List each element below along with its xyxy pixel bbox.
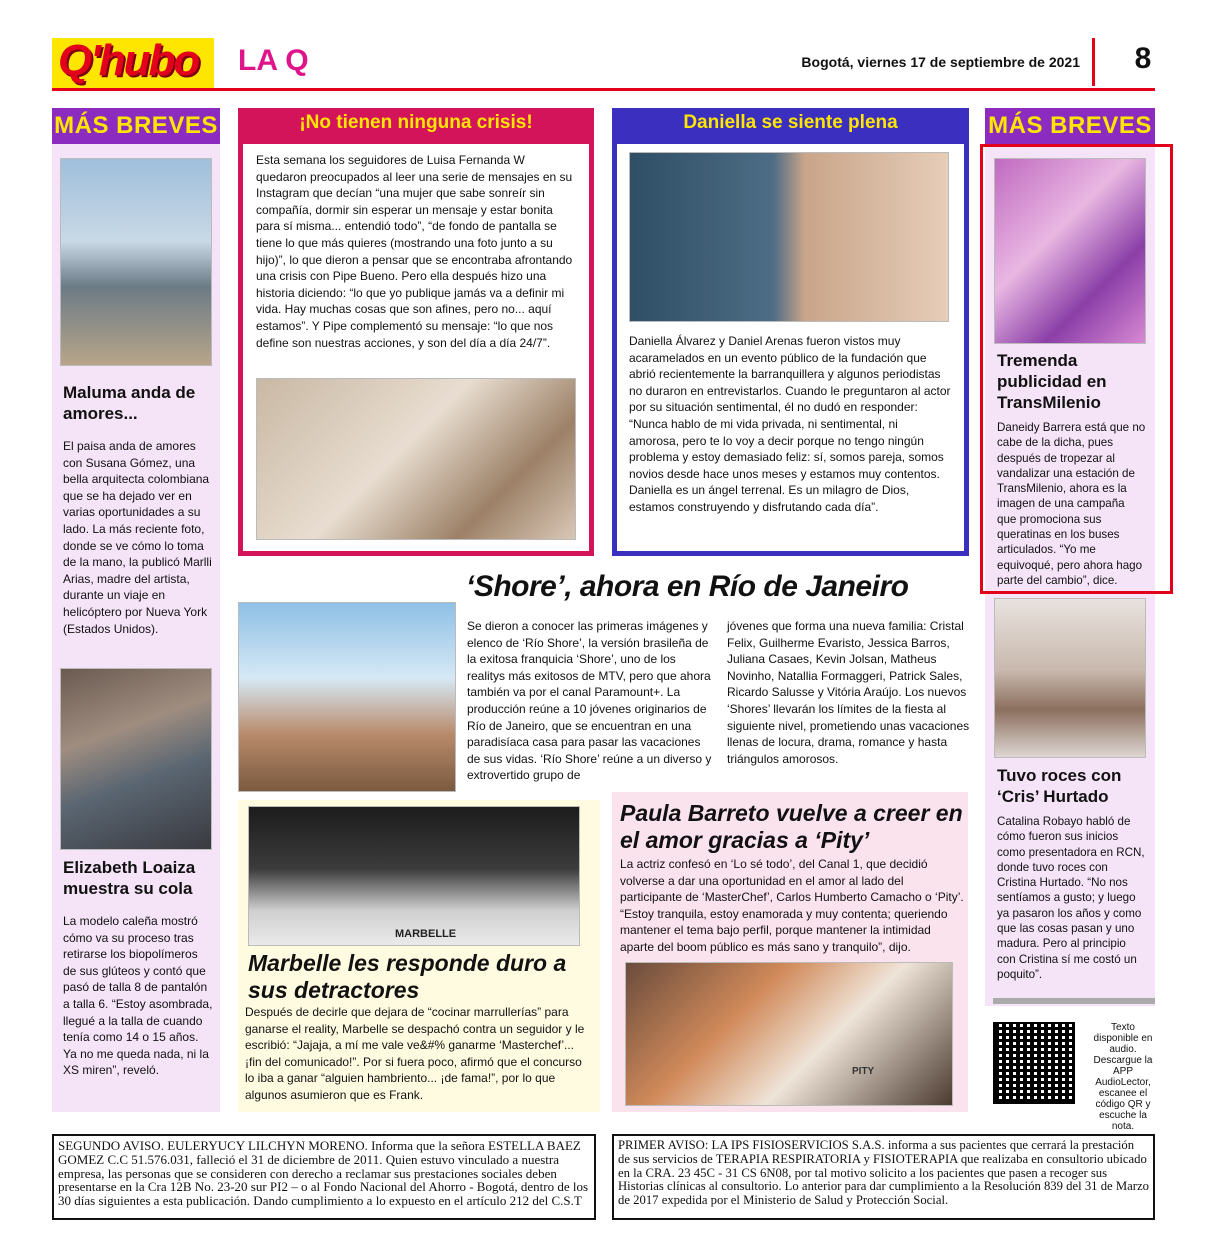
couple-photo	[256, 378, 576, 540]
daniella-body: Daniella Álvarez y Daniel Arenas fueron vistos muy acaramelados en un evento público de la fundación que abrió recientemente la barranquillera y algunos periodistas no duraron en entrevistarlos. Cuando le preguntaron al actor por su situación sentimental, él no dudó en responder: “Nunca hablo de mi vida privada, ni sentimental, ni amorosa, pero te lo voy a decir porque no tengo ningún problema y estoy demasiado feliz: sí, somos pareja, somos novios desde hace unos meses y estamos muy contentos. Daniella es un ángel terrenal. Es un milagro de Dios, estamos construyendo y disfrutando cada día”.	[629, 334, 951, 514]
right-column-rule	[993, 998, 1155, 1004]
marbelle-body: Después de decirle que dejara de “cocinar marrullerías” para ganarse el reality, Marbelle se despachó contra un seguidor y le escribió: “Jajaja, a mí me vale ve&#% ganarme ‘Masterchef’... ¡fin del comunicado!”. Por si fuera poco, afirmó que el concurso lo iba a ganar “alguien hambriento... ¡de fama!”, por lo que algunos asumieron que es Frank.	[245, 1005, 585, 1102]
header-rule	[52, 88, 1155, 91]
notice-segundo-aviso: SEGUNDO AVISO. EULERYUCY LILCHYN MORENO. Informa que la señora ESTELLA BAEZ GOMEZ C.C 51.576.031, falleció el 31 de diciembre de 2011. Quien estuvo vinculado a nuestra empresa, las personas que se consideren con derecho a reclamar sus prestaciones sociales deben presentarse en la Cra 12B No. 23-20 sur PI2 – o al Fondo Nacional del Ahorro - Bogotá, dentro de los 30 días siguientes a esta publicación. Dando cumplimiento a lo expuesto en el artículo 212 del C.S.T	[52, 1134, 596, 1220]
dateline: Bogotá, viernes 17 de septiembre de 2021	[801, 54, 1080, 70]
crisis-body: Esta semana los seguidores de Luisa Fernanda W quedaron preocupados al leer una serie de mensajes en su Instagram que decían “una mujer que sabe sonreír sin compañía, dormir sin esperar un mensaje y estar bonita para sí misma... entendió todo”, “de fondo de pantalla se tiene lo que más quieres (mostrando una foto junto a su hijo)”, lo que dieron a pensar que se encontraba afrontando una crisis con Pipe Bueno. Pero ella después hizo una historia diciendo: “lo que yo publique jamás va a definir mi vida. Hay muchas cosas que son afines, pero no... aquí estamos”. Y Pipe complementó su mensaje: “lo que nos define son nuestras acciones, y son del día a día 24/7”.	[256, 153, 573, 350]
elizabeth-body: La modelo caleña mostró cómo va su proceso tras retirarse los biopolímeros de sus glúteos y contó que pasó de talla 8 de pantalón a talla 6. “Estoy asombrada, llegué a la talla de cuando tenía como 14 o 15 años. Ya no me queda nada, ni la XS miren”, reveló.	[63, 914, 213, 1078]
shore-body-col2: jóvenes que forma una nueva familia: Cristal Felix, Guilherme Evaristo, Jessica Barros, Juliana Casaes, Kevin Jolsan, Matheus Novinho, Natallia Formaggeri, Patrick Sales, Ricardo Salusse y Vitória Araújo. Los nuevos ‘Shores’ llevarán los límites de la fiesta al siguiente nivel, prometiendo unas vacaciones llenas de locura, drama, romance y hasta triángulos amorosos.	[727, 619, 970, 766]
maluma-body: El paisa anda de amores con Susana Gómez, una bella arquitecta colombiana que se ha dejado ver en varias oportunidades a su lado. La más reciente foto, donde se ve cómo lo toma de la mano, la publicó Marlli Arias, madre del artista, durante un viaje en helicóptero por Nueva York (Estados Unidos).	[63, 439, 212, 636]
header-divider	[1092, 38, 1095, 86]
shore-headline: ‘Shore’, ahora en Río de Janeiro	[466, 570, 909, 603]
elizabeth-mirror-photo	[60, 668, 212, 850]
audio-qr-code[interactable]	[993, 1022, 1075, 1104]
right-briefs-header: MÁS BREVES	[985, 108, 1155, 144]
maluma-headline: Maluma anda de amores...	[63, 383, 196, 423]
section-title: LA Q	[238, 44, 309, 77]
shore-body-col1: Se dieron a conocer las primeras imágenes y elenco de ‘Río Shore’, la versión brasileña de la exitosa franquicia ‘Shore’, uno de los realitys más exitosos de MTV, pero que ahora también va por el canal Paramount+. La producción reúne a 10 jóvenes originarios de Río de Janeiro, que se encuentran en una paradisíaca casa para pasar las vacaciones de sus vidas. ‘Río Shore’ reúne a un diverso y extrovertido grupo de	[467, 619, 712, 783]
page-number: 8	[1134, 42, 1152, 75]
marbelle-headline: Marbelle les responde duro a sus detractores	[248, 950, 567, 1003]
catalina-photo	[994, 598, 1146, 758]
pity-apron-label: PITY	[852, 1066, 875, 1077]
left-briefs-header: MÁS BREVES	[52, 108, 220, 144]
audio-qr-caption: Texto disponible en audio. Descargue la APP AudioLector, escanee el código QR y escuche la nota.	[1093, 1022, 1153, 1132]
daniella-daniel-photo	[629, 152, 949, 322]
rio-shore-cast-photo	[238, 602, 456, 792]
elizabeth-headline: Elizabeth Loaiza muestra su cola	[63, 858, 196, 898]
transmilenio-headline: Tremenda publicidad en TransMilenio	[997, 351, 1107, 412]
crisis-header: ¡No tienen ninguna crisis!	[238, 108, 594, 144]
catalina-headline: Tuvo roces con ‘Cris’ Hurtado	[997, 766, 1122, 806]
marbelle-apron-label: MARBELLE	[395, 928, 457, 940]
daniella-header: Daniella se siente plena	[612, 108, 969, 144]
paula-headline: Paula Barreto vuelve a creer en el amor gracias a ‘Pity’	[620, 800, 963, 853]
notice-primer-aviso: PRIMER AVISO: LA IPS FISIOSERVICIOS S.A.S. informa a sus pacientes que cerrará la prestación de sus servicios de TERAPIA RESPIRATORIA y FISIOTERAPIA que realizaba en consultorio ubicado en la CRA. 23 45C - 31 CS 6N08, por tal motivo solicito a los pacientes que pasen a recoger sus Historias clínicas al consultorio. Lo anterior para dar cumplimiento a la Resolución 839 del 31 de Marzo de 2017 expedida por el Ministerio de Salud y Protección Social.	[612, 1134, 1155, 1220]
qhubo-logo[interactable]	[52, 38, 214, 88]
transmilenio-ad-photo	[994, 158, 1146, 344]
marbelle-photo	[248, 806, 580, 946]
catalina-body: Catalina Robayo habló de cómo fueron sus inicios como presentadora en RCN, donde tuvo roces con Cristina Hurtado. “No nos sentíamos a gusto; y luego ya pasaron los años y como que las cosas pasan y uno madura. Pero al principio con Cristina sí me costó un poquito”.	[997, 815, 1145, 981]
transmilenio-body: Daneidy Barrera está que no cabe de la dicha, pues después de tropezar al vandalizar una estación de TransMilenio, ahora es la imagen de una campaña que promociona sus queratinas en los buses articulados. “Yo me equivoqué, pero ahora hago parte del cambio”, dice.	[997, 421, 1146, 587]
maluma-helicopter-photo	[60, 158, 212, 366]
paula-pity-photo	[625, 962, 953, 1106]
paula-body: La actriz confesó en ‘Lo sé todo’, del Canal 1, que decidió volverse a dar una oportunidad en el amor al lado del participante de ‘MasterChef’, Carlos Humberto Camacho o ‘Pity’. “Estoy tranquila, estoy enamorada y muy contenta; queriendo mantener el tema bajo perfil, porque mantener la intimidad aparte del boom público es más sano y tranquilo”, dijo.	[620, 857, 964, 954]
logo-text: Q'hubo	[58, 36, 199, 85]
